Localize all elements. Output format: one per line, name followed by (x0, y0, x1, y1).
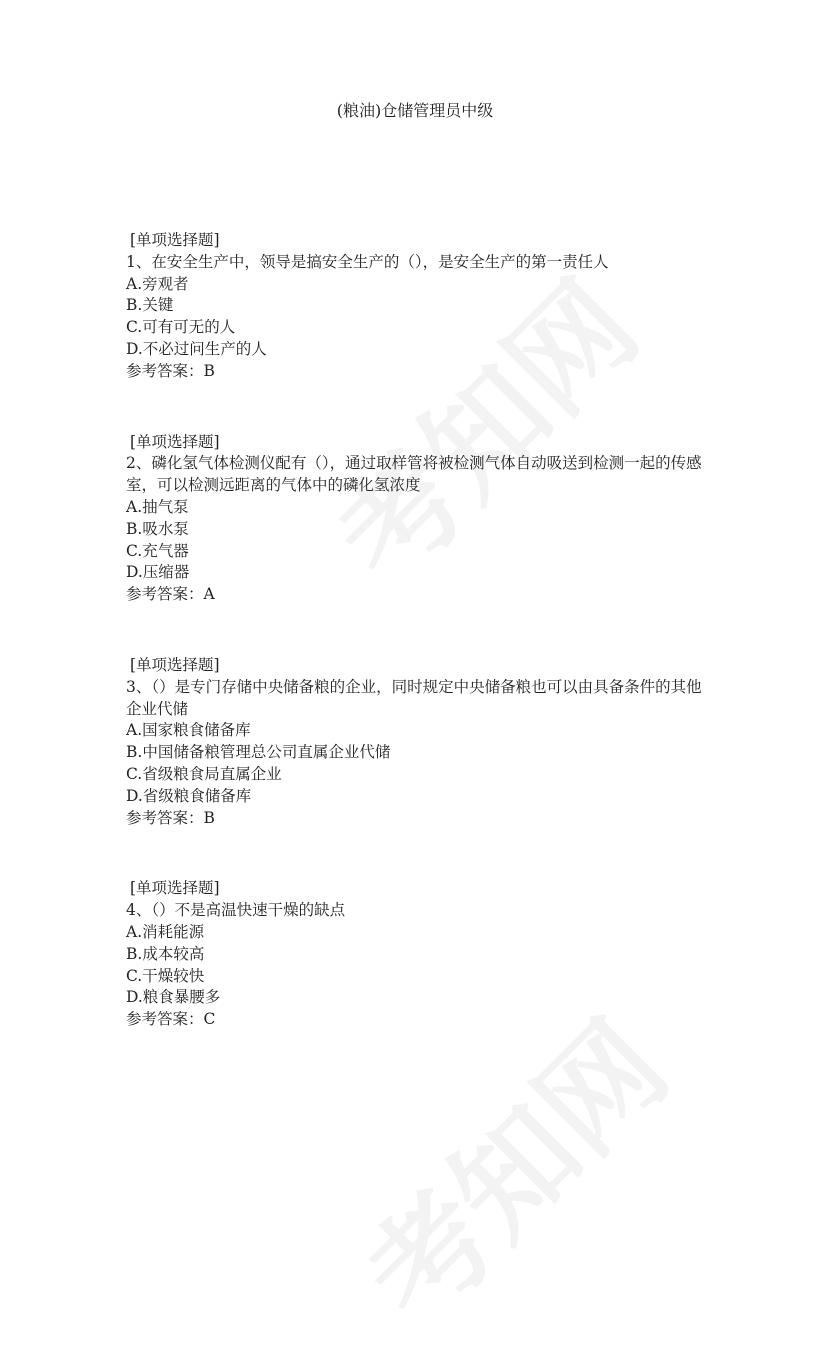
option-b: B.吸水泵 (126, 519, 189, 538)
reference-answer: 参考答案：A (126, 585, 215, 604)
option-a: A.国家粮食储备库 (126, 721, 251, 740)
question-stem: 1、在安全生产中，领导是搞安全生产的（），是安全生产的第一责任人 (126, 252, 609, 271)
option-d: D.粮食暴腰多 (126, 988, 221, 1007)
option-b: B.中国储备粮管理总公司直属企业代储 (126, 743, 391, 762)
question-stem: 3、（）是专门存储中央储备粮的企业，同时规定中央储备粮也可以由具备条件的其他企业代储 (126, 677, 702, 718)
question-stem: 4、（）不是高温快速干燥的缺点 (126, 901, 346, 920)
question-type: [单项选择题] (130, 432, 220, 451)
page-title: (粮油)仓储管理员中级 (336, 101, 494, 120)
question-1 (126, 230, 716, 383)
reference-answer: 参考答案：B (126, 808, 215, 827)
question-type: [单项选择题] (130, 655, 220, 674)
question-3 (126, 655, 716, 829)
option-d: D.省级粮食储备库 (126, 786, 252, 805)
option-c: C.可有可无的人 (126, 318, 236, 337)
question-type: [单项选择题] (130, 879, 220, 898)
option-d: D.不必过问生产的人 (126, 339, 267, 358)
option-a: A.消耗能源 (126, 922, 205, 941)
reference-answer: 参考答案：C (126, 1010, 216, 1029)
question-2 (126, 432, 716, 606)
option-d: D.压缩器 (126, 563, 190, 582)
question-type: [单项选择题] (130, 231, 220, 249)
option-c: C.干燥较快 (126, 966, 205, 985)
option-c: C.省级粮食局直属企业 (126, 764, 282, 783)
question-4 (126, 878, 716, 1031)
option-a: A.旁观者 (126, 274, 189, 293)
option-b: B.关键 (126, 296, 174, 315)
option-c: C.充气器 (126, 541, 189, 560)
option-a: A.抽气泵 (126, 497, 189, 516)
reference-answer: 参考答案：B (126, 361, 215, 380)
option-b: B.成本较高 (126, 944, 205, 963)
question-stem: 2、磷化氢气体检测仪配有（），通过取样管将被检测气体自动吸送到检测一起的传感室，可以检测远距离的气体中的磷化氢浓度 (126, 454, 702, 495)
question-list (126, 230, 716, 1080)
